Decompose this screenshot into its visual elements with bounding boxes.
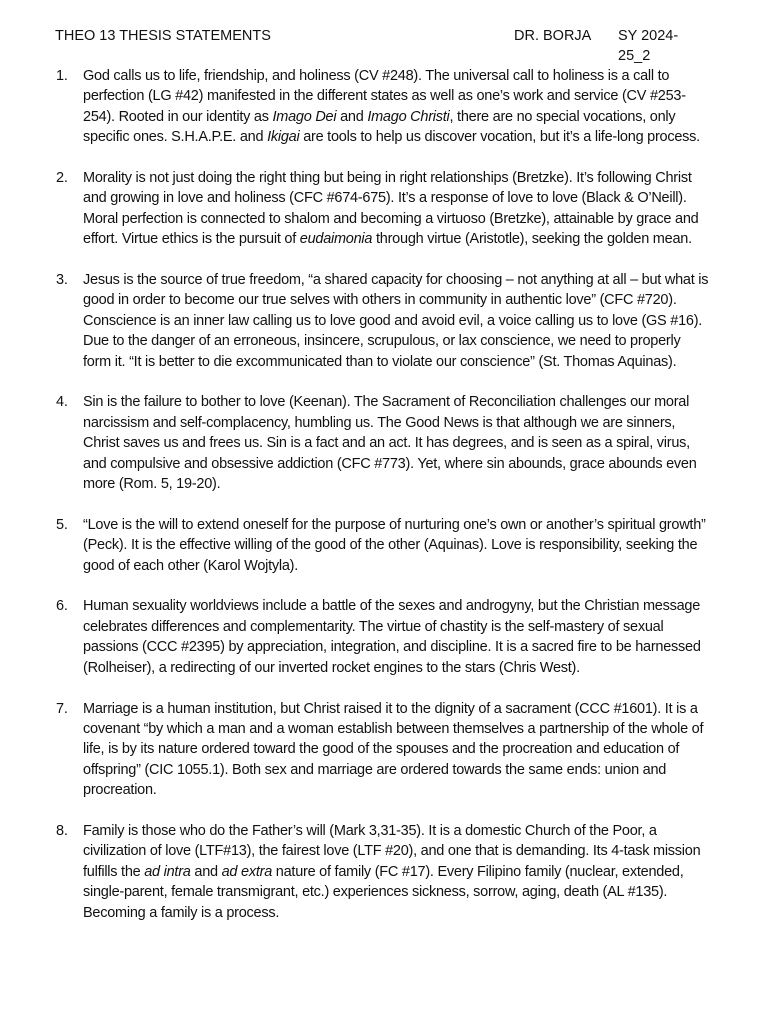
text-run: Jesus is the source of true freedom, “a shared capacity for choosing – not anything at all – but what is good in order to become our true selves with others in community in authentic love” (CFC #720). Conscience is an inner law calling us to love good and avoid evil, a voice calling us to love (GS #16). Due to the danger of an erroneous, insincere, scrupulous, or lax conscience, we need to properly form it. “It is better to die excommunicated than to violate our conscience” (St. Thomas Aquinas). — [83, 272, 709, 370]
text-run: God calls us to life, friendship, and holiness (CV #248). The universal call to holiness is a call to perfection (LG #42) manifested in the different states as well as one’s work and service (CV #253-254). Rooted in our identity as — [83, 68, 686, 125]
text-run: Sin is the failure to bother to love (Keenan). The Sacrament of Reconciliation challenges our moral narcissism and self-complacency, humbling us. The Good News is that although we are sinners, Christ saves us and frees us. Sin is a fact and an act. It has degrees, and is seen as a spiral, virus, and compulsive and obsessive addiction (CFC #773). Yet, where sin abounds, grace abounds even more (Rom. 5, 19-20). — [83, 394, 697, 493]
school-year: SY 2024-25_2 — [618, 28, 679, 64]
thesis-item — [56, 392, 711, 494]
thesis-text — [83, 170, 698, 247]
thesis-number: 8. — [56, 822, 68, 839]
thesis-text — [83, 394, 697, 492]
thesis-number: 6. — [56, 598, 68, 615]
thesis-text — [83, 823, 700, 921]
italic-term: Ikigai — [267, 129, 300, 146]
thesis-text — [83, 701, 703, 799]
italic-term: eudaimonia — [299, 231, 373, 248]
thesis-number: 3. — [56, 272, 68, 289]
thesis-item — [56, 596, 711, 678]
italic-term: ad intra — [144, 863, 191, 880]
thesis-item — [56, 821, 711, 923]
text-run: through virtue (Aristotle), seeking the golden mean. — [372, 231, 692, 248]
thesis-item — [56, 270, 711, 372]
text-run: Marriage is a human institution, but Christ raised it to the dignity of a sacrament (CCC #1601). It is a covenant “by which a man and a woman establish between themselves a partnership of the whole of life, is by its nature ordered toward the good of the spouses and the procreation and education of offspring” (CIC 1055.1). Both sex and marriage are ordered towards the same ends: union and procreation. — [83, 700, 704, 799]
text-run: nature of family (FC #17). Every Filipino family (nuclear, extended, single-parent, female transmigrant, etc.) experiences sickness, sorrow, aging, death (AL #135). Becoming a family is a process. — [83, 863, 684, 921]
thesis-list — [56, 66, 711, 943]
thesis-number: 4. — [56, 394, 68, 411]
italic-term: Imago Dei — [272, 108, 337, 125]
course-title: THEO 13 THESIS STATEMENTS — [55, 28, 271, 44]
text-run: , there are no special vocations, only specific ones. S.H.A.P.E. and — [83, 108, 676, 146]
thesis-item — [56, 515, 711, 576]
page-header — [55, 26, 705, 64]
text-run: and — [336, 108, 368, 125]
instructor-name: DR. BORJA — [514, 28, 592, 44]
thesis-number: 1. — [56, 68, 68, 84]
italic-term: Imago Christi — [367, 108, 450, 125]
text-run: and — [190, 863, 222, 880]
thesis-item — [56, 699, 711, 801]
thesis-text — [83, 517, 706, 574]
thesis-number: 5. — [56, 516, 68, 533]
text-run: Morality is not just doing the right thing but being in right relationships (Bretzke). It’s following Christ and growing in love and holiness (CFC #674-675). It’s a response of love to love (Black & O’Neill). Moral perfection is connected to shalom and becoming a virtuoso (Bretzke), attainable by grace and effort. Virtue ethics is the pursuit of — [83, 170, 699, 248]
thesis-text — [83, 598, 701, 675]
thesis-number: 7. — [56, 700, 68, 717]
italic-term: ad extra — [221, 863, 273, 880]
text-run: Human sexuality worldviews include a battle of the sexes and androgyny, but the Christian message celebrates differences and complementarity. The virtue of chastity is the self-mastery of sexual passions (CCC #2395) by appreciation, integration, and discipline. It is a sacred fire to be harnessed (Rolheiser), a redirecting of our inverted rocket engines to the stars (Chris West). — [83, 598, 701, 676]
text-run: are tools to help us discover vocation, but it’s a life-long process. — [299, 129, 700, 146]
thesis-text — [83, 68, 700, 145]
text-run: Family is those who do the Father’s will (Mark 3,31-35). It is a domestic Church of the Poor, a civilization of love (LTF#13), the fairest love (LTF #20), and one that is demanding. Its 4-task mission fulfills the — [83, 822, 701, 880]
thesis-text — [83, 272, 708, 370]
thesis-item — [56, 66, 711, 148]
thesis-number: 2. — [56, 170, 68, 187]
text-run: “Love is the will to extend oneself for the purpose of nurturing one’s own or another’s spiritual growth” (Peck). It is the effective willing of the good of the other (Aquinas). Love is responsibility, seeking the good of each other (Karol Wojtyla). — [83, 516, 706, 574]
thesis-item — [56, 168, 711, 250]
